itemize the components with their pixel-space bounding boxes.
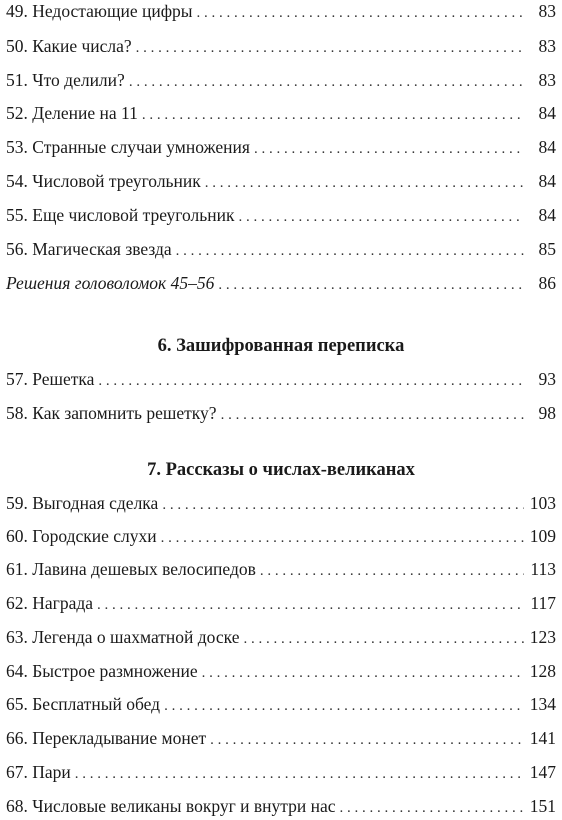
toc-entry[interactable] (6, 0, 556, 23)
toc-entry[interactable] (6, 794, 556, 818)
toc-entry[interactable] (6, 169, 556, 193)
dot-leader (340, 796, 524, 820)
entry-title: 64. Быстрое размножение (6, 661, 198, 681)
toc-entry[interactable] (6, 271, 556, 295)
entry-title: 57. Решетка (6, 369, 95, 389)
page-number: 84 (538, 137, 556, 157)
dot-leader (142, 103, 524, 127)
dot-leader (210, 728, 524, 752)
page-number: 84 (538, 171, 556, 191)
dot-leader (136, 36, 524, 60)
dot-leader (129, 70, 524, 94)
toc-entry[interactable] (6, 34, 556, 58)
page-number: 151 (529, 796, 556, 816)
entry-title: 53. Странные случаи умножения (6, 137, 250, 157)
entry-title: 50. Какие числа? (6, 36, 132, 56)
entry-title: 52. Деление на 11 (6, 103, 138, 123)
page-number: 123 (529, 627, 556, 647)
page-number: 134 (529, 694, 556, 714)
toc-entry[interactable] (6, 692, 556, 716)
dot-leader (75, 762, 524, 786)
dot-leader (254, 137, 524, 161)
page-number: 86 (538, 273, 556, 293)
dot-leader (197, 1, 524, 25)
page-number: 98 (538, 403, 556, 423)
dot-leader (260, 559, 524, 583)
dot-leader (221, 403, 524, 427)
entry-title: 60. Городские слухи (6, 526, 157, 546)
dot-leader (161, 526, 524, 550)
toc-entry[interactable] (6, 557, 556, 581)
toc-entry[interactable] (6, 760, 556, 784)
entry-title: 67. Пари (6, 762, 71, 782)
page-number: 117 (530, 593, 556, 613)
page-number: 109 (529, 526, 556, 546)
dot-leader (176, 239, 524, 263)
dot-leader (202, 661, 524, 685)
toc-entry[interactable] (6, 401, 556, 425)
page-number: 103 (529, 493, 556, 513)
entry-title: 68. Числовые великаны вокруг и внутри нас (6, 796, 336, 816)
chapter-heading: 7. Рассказы о числах-великанах (147, 460, 415, 480)
toc-entry[interactable] (6, 203, 556, 227)
entry-title: 55. Еще числовой треугольник (6, 205, 235, 225)
entry-title: 65. Бесплатный обед (6, 694, 161, 714)
toc-entry[interactable] (6, 625, 556, 649)
page-number: 85 (538, 239, 556, 259)
dot-leader (218, 273, 524, 297)
toc-entry[interactable] (6, 367, 556, 391)
toc-entry[interactable] (6, 101, 556, 125)
page-number: 83 (538, 70, 556, 90)
dot-leader (239, 205, 524, 229)
entry-title: Решения головоломок 45–56 (6, 273, 215, 293)
page-number: 93 (538, 369, 556, 389)
dot-leader (98, 369, 524, 393)
page-number: 141 (529, 728, 556, 748)
toc-entry[interactable] (6, 726, 556, 750)
toc-entry[interactable] (6, 591, 556, 615)
chapter-heading: 6. Зашифрованная переписка (157, 336, 405, 356)
entry-title: 61. Лавина дешевых велосипедов (6, 559, 256, 579)
entry-title: 56. Магическая звезда (6, 239, 172, 259)
page-number: 147 (529, 762, 556, 782)
toc-entry[interactable] (6, 68, 556, 92)
page-number: 83 (538, 1, 556, 21)
toc-entry[interactable] (6, 491, 556, 515)
entry-title: 49. Недостающие цифры (6, 1, 193, 21)
dot-leader (243, 627, 524, 651)
entry-title: 54. Числовой треугольник (6, 171, 201, 191)
page-number: 84 (538, 103, 556, 123)
entry-title: 58. Как запомнить решетку? (6, 403, 217, 423)
dot-leader (97, 593, 524, 617)
toc-entry[interactable] (6, 524, 556, 548)
toc-entry[interactable] (6, 237, 556, 261)
dot-leader (164, 694, 524, 718)
page-number: 113 (530, 559, 556, 579)
toc-entry[interactable] (6, 135, 556, 159)
entry-title: 59. Выгодная сделка (6, 493, 159, 513)
page-number: 128 (529, 661, 556, 681)
page-number: 83 (538, 36, 556, 56)
entry-title: 66. Перекладывание монет (6, 728, 207, 748)
entry-title: 51. Что делили? (6, 70, 125, 90)
page-number: 84 (538, 205, 556, 225)
entry-title: 62. Награда (6, 593, 94, 613)
dot-leader (205, 171, 524, 195)
toc-entry[interactable] (6, 659, 556, 683)
dot-leader (162, 493, 524, 517)
entry-title: 63. Легенда о шахматной доске (6, 627, 240, 647)
